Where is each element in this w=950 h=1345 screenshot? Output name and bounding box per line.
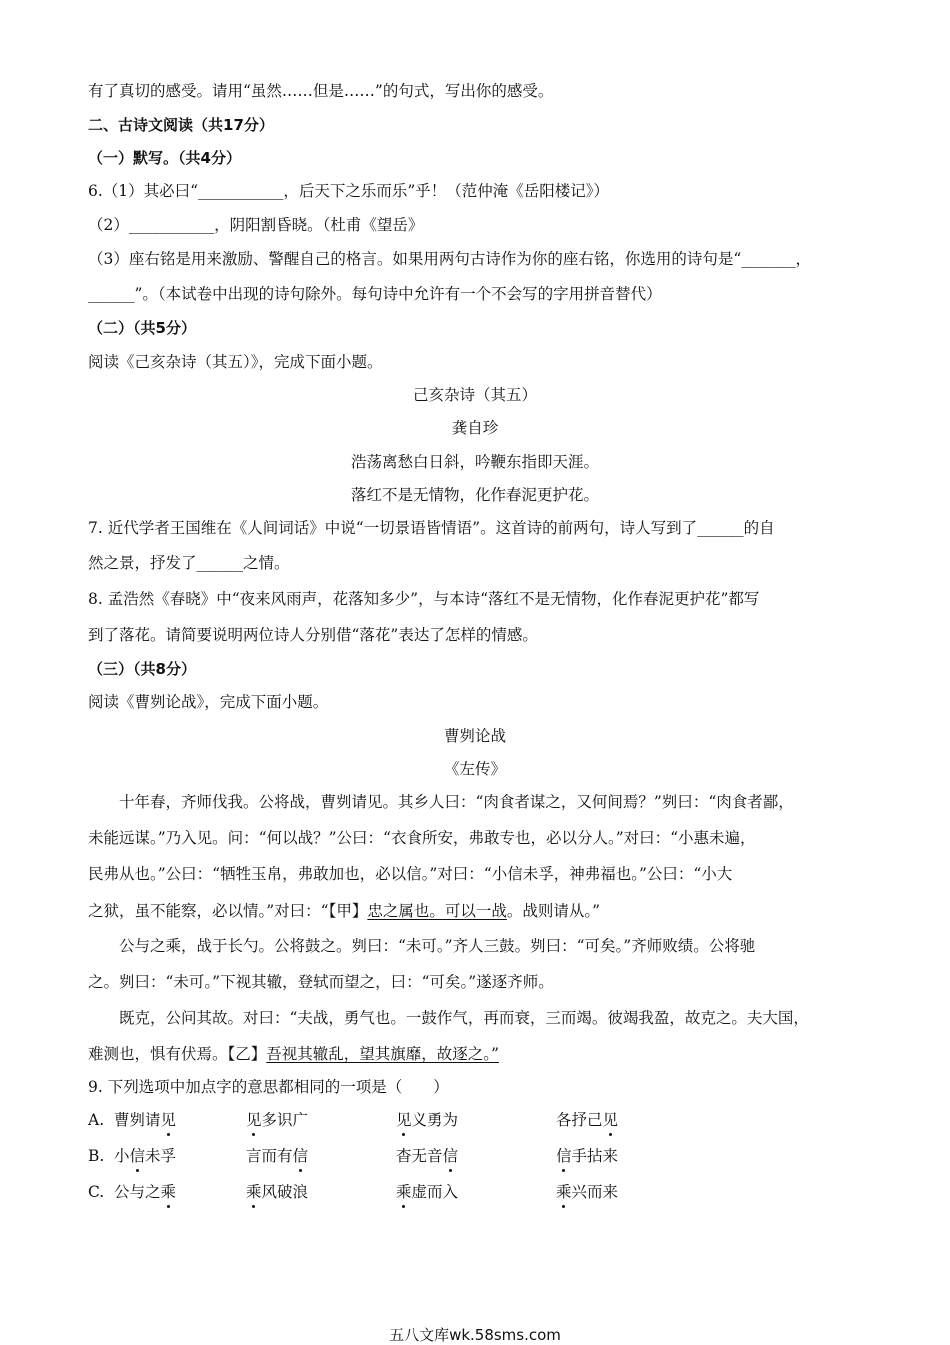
- underlined-sentence-yi: 吾视其辙乱，望其旗靡，故逐之。”: [266, 1045, 499, 1063]
- option-item: 见多识广: [246, 1111, 309, 1129]
- question-6-1: 6.（1）其必曰“___________，后天下之乐而乐”乎！（范仲淹《岳阳楼记》）: [88, 182, 610, 200]
- dotted-character: 见: [602, 1111, 619, 1129]
- passage-line: 之。刿曰：“未可。”下视其辙，登轼而望之，曰：“可矣。”遂逐齐师。: [88, 973, 554, 991]
- text-source: 《左传》: [443, 760, 506, 778]
- option-item: 乘虚而入: [396, 1183, 459, 1201]
- subsection-heading: （三）（共8分）: [88, 660, 196, 678]
- poem-line: 浩荡离愁白日斜，吟鞭东指即天涯。: [350, 453, 599, 471]
- option-item: 小信未孚: [114, 1147, 177, 1165]
- dotted-character: 乘: [160, 1183, 177, 1201]
- option-item: 曹刿请见: [114, 1111, 177, 1129]
- passage-line: [88, 1044, 499, 1064]
- question-9: 9. 下列选项中加点字的意思都相同的一项是（ ）: [88, 1078, 449, 1096]
- poem-title: 己亥杂诗（其五）: [412, 386, 537, 404]
- option-item: 言而有信: [246, 1147, 309, 1165]
- dotted-character: 信: [292, 1147, 309, 1165]
- text-line: 有了真切的感受。请用“虽然……但是……”的句式，写出你的感受。: [88, 82, 554, 100]
- passage-line: 公与之乘，战于长勺。公将鼓之。刿曰：“未可。”齐人三鼓。刿曰：“可矣。”齐师败绩。公将驰: [119, 937, 756, 955]
- dotted-character: 信: [442, 1147, 459, 1165]
- option-item: 见义勇为: [396, 1111, 459, 1129]
- dotted-character: 见: [396, 1111, 412, 1129]
- question-6-3: （3）座右铭是用来激励、警醒自己的格言。如果用两句古诗作为你的座右铭，你选用的诗句是“_______，: [88, 250, 812, 268]
- dotted-character: 乘: [556, 1183, 572, 1201]
- dotted-character: 信: [129, 1147, 146, 1165]
- passage-line: 民弗从也。”公曰：“牺牲玉帛，弗敢加也，必以信。”对曰：“小信未孚，神弗福也。”公曰：“小大: [88, 865, 733, 883]
- footer-watermark: 五八文库wk.58sms.com: [389, 1326, 561, 1344]
- instruction-line: 阅读《己亥杂诗（其五）》，完成下面小题。: [88, 353, 383, 371]
- option-label: B.: [88, 1147, 105, 1165]
- poem-author: 龚自珍: [451, 419, 499, 437]
- option-item: 公与之乘: [114, 1183, 177, 1201]
- passage-line: 既克，公问其故。对曰：“夫战，勇气也。一鼓作气，再而衰，三而竭。彼竭我盈，故克之。夫大国，: [119, 1009, 809, 1027]
- option-label: C.: [88, 1183, 105, 1201]
- option-item: 各抒己见: [556, 1111, 619, 1129]
- question-7: 7. 近代学者王国维在《人间词话》中说“一切景语皆情语”。这首诗的前两句，诗人写到了______的自: [88, 519, 775, 537]
- underlined-sentence-jia: 忠之属也。可以一战: [367, 902, 507, 920]
- dotted-character: 乘: [246, 1183, 262, 1201]
- question-8-cont: 到了落花。请简要说明两位诗人分别借“落花”表达了怎样的情感。: [88, 626, 538, 644]
- question-6-2: （2）___________，阴阳割昏晓。（杜甫《望岳》: [88, 216, 424, 234]
- poem-line: 落红不是无情物，化作春泥更护花。: [350, 486, 599, 504]
- dotted-character: 见: [160, 1111, 177, 1129]
- option-item: 信手拈来: [556, 1147, 619, 1165]
- question-8: 8. 孟浩然《春晓》中“夜来风雨声，花落知多少”，与本诗“落红不是无情物，化作春泥更护花”都写: [88, 590, 760, 608]
- question-6-3-cont: ______”。（本试卷中出现的诗句除外。每句诗中允许有一个不会写的字用拼音替代）: [88, 285, 662, 303]
- passage-text: 。战则请从。”: [506, 902, 601, 920]
- question-7-cont: 然之景，抒发了______之情。: [88, 554, 290, 572]
- option-item: 乘风破浪: [246, 1183, 309, 1201]
- option-item: 乘兴而来: [556, 1183, 619, 1201]
- subsection-heading: （二）（共5分）: [88, 319, 196, 337]
- passage-line: 未能远谋。”乃入见。问：“何以战？”公曰：“衣食所安，弗敢专也，必以分人。”对曰：“小惠未遍，: [88, 829, 756, 847]
- dotted-character: 乘: [396, 1183, 412, 1201]
- dotted-character: 信: [556, 1147, 572, 1165]
- section-heading: 二、古诗文阅读（共17分）: [88, 116, 274, 134]
- passage-line: [88, 901, 600, 921]
- option-item: 杳无音信: [396, 1147, 459, 1165]
- dotted-character: 见: [246, 1111, 262, 1129]
- subsection-heading: （一）默写。（共4分）: [88, 149, 241, 167]
- instruction-line: 阅读《曹刿论战》，完成下面小题。: [88, 693, 329, 711]
- option-label: A.: [88, 1111, 105, 1129]
- text-title: 曹刿论战: [443, 727, 506, 745]
- passage-line: 十年春，齐师伐我。公将战，曹刿请见。其乡人曰：“肉食者谋之，又何间焉？”刿曰：“肉食者鄙，: [119, 793, 794, 811]
- passage-text: 难测也，惧有伏焉。【乙】: [88, 1045, 267, 1063]
- passage-text: 之狱，虽不能察，必以情。”对曰：“【甲】: [88, 902, 368, 920]
